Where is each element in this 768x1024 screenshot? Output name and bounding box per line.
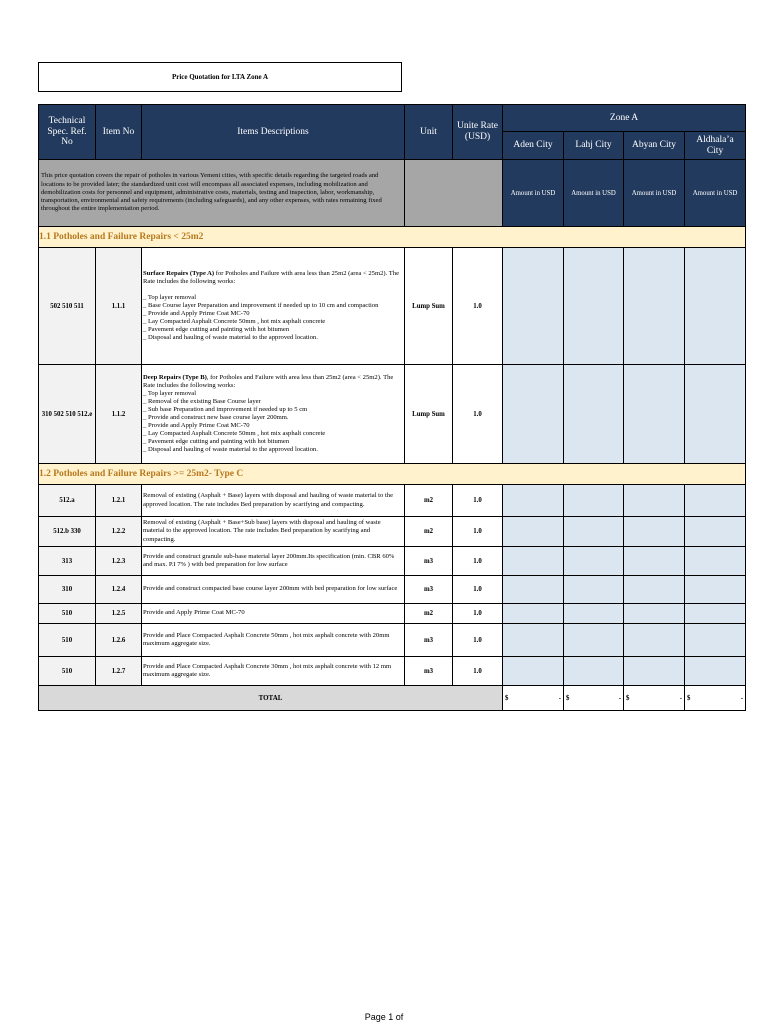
amount-cell [624, 624, 685, 657]
amount-cell [685, 604, 746, 624]
spec-ref: 510 [39, 604, 96, 624]
section-title: 1.2 Potholes and Failure Repairs >= 25m2- Type C [39, 464, 746, 485]
item-unit: m3 [405, 547, 453, 576]
amount-cell [564, 248, 624, 365]
header-description: Items Descriptions [142, 105, 405, 160]
section-title: 1.1 Potholes and Failure Repairs < 25m2 [39, 227, 746, 248]
item-no: 1.1.1 [96, 248, 142, 365]
table-row [39, 547, 746, 576]
item-unit: m3 [405, 576, 453, 604]
amount-cell [503, 248, 564, 365]
amount-cell [503, 624, 564, 657]
item-description: Provide and Apply Prime Coat MC-70 [142, 604, 405, 624]
item-unit: Lump Sum [405, 365, 453, 464]
item-work-line: _ Disposal and hauling of waste material to the approved location. [143, 446, 318, 454]
amount-cell [624, 576, 685, 604]
amount-cell [685, 365, 746, 464]
item-description: Removal of existing (Asphalt + Base+Sub base) layers with disposal and hauling of waste material to the approved location. The rate includes Bed preparation by scarifying and compacting. [142, 517, 405, 547]
amount-cell [503, 657, 564, 686]
table-row [39, 485, 746, 517]
table-row [39, 248, 746, 365]
item-work-line: _ Lay Compacted Asphalt Concrete 50mm , hot mix asphalt concrete [143, 318, 326, 326]
item-work-line: _ Top layer removal [143, 389, 197, 397]
total-amount-abyan: $ - [624, 686, 685, 711]
item-work-line: _ Provide and Apply Prime Coat MC-70 [143, 310, 250, 318]
amount-cell [685, 576, 746, 604]
item-unit: m2 [405, 604, 453, 624]
amount-cell [685, 517, 746, 547]
amount-cell [624, 485, 685, 517]
page-footer: Page 1 of [364, 1012, 404, 1022]
amount-cell [564, 576, 624, 604]
item-rate: 1.0 [453, 517, 503, 547]
amount-cell [503, 365, 564, 464]
total-label: TOTAL [39, 686, 503, 711]
spec-ref: 512.a [39, 485, 96, 517]
total-amount-aden: $ - [503, 686, 564, 711]
amount-cell [624, 657, 685, 686]
spec-ref: 313 [39, 547, 96, 576]
header-city-aldhala: Aldhala’a City [685, 132, 746, 160]
item-no: 1.2.5 [96, 604, 142, 624]
amount-cell [624, 517, 685, 547]
amount-cell [624, 547, 685, 576]
item-unit: m2 [405, 517, 453, 547]
item-work-line: _ Top layer removal [143, 293, 197, 301]
item-description: Provide and construct granule sub-base material layer 200mm.Its specification (min. CBR 60% and max. P.I 7% ) with bed preparation for low surface [142, 547, 405, 576]
item-work-line: _ Pavement edge cutting and painting with hot bitumen [143, 438, 290, 446]
header-unit: Unit [405, 105, 453, 160]
total-row [39, 686, 746, 711]
item-description [142, 248, 405, 365]
spec-ref: 502 510 511 [39, 248, 96, 365]
amount-cell [564, 604, 624, 624]
item-rate: 1.0 [453, 604, 503, 624]
item-unit: m2 [405, 485, 453, 517]
amount-cell [503, 604, 564, 624]
item-type-label: Surface Repairs (Type A) [143, 269, 215, 277]
item-description: Provide and Place Compacted Asphalt Concrete 30mm , hot mix asphalt concrete with 12 mm maximum aggregate size. [142, 657, 405, 686]
spec-ref: 510 [39, 657, 96, 686]
amount-cell [685, 657, 746, 686]
item-rate: 1.0 [453, 624, 503, 657]
amount-cell [685, 248, 746, 365]
header-city-lahj: Lahj City [564, 132, 624, 160]
item-rate: 1.0 [453, 485, 503, 517]
header-spec: Technical Spec. Ref. No [39, 105, 96, 160]
item-no: 1.2.7 [96, 657, 142, 686]
header-city-abyan: Abyan City [624, 132, 685, 160]
table-row [39, 657, 746, 686]
spec-ref: 310 [39, 576, 96, 604]
item-rate: 1.0 [453, 576, 503, 604]
item-rate: 1.0 [453, 248, 503, 365]
item-work-line: _ Pavement edge cutting and painting with hot bitumen [143, 326, 290, 334]
amount-cell [503, 576, 564, 604]
item-work-line: _ Lay Compacted Asphalt Concrete 50mm , hot mix asphalt concrete [143, 430, 326, 438]
item-type-label: Deep Repairs (Type B) [143, 373, 207, 381]
amount-cell [624, 604, 685, 624]
amount-cell [624, 365, 685, 464]
amount-label-abyan: Amount in USD [624, 160, 685, 227]
amount-cell [685, 624, 746, 657]
amount-cell [685, 485, 746, 517]
item-description: Provide and construct compacted base course layer 200mm with bed preparation for low surface [142, 576, 405, 604]
header-city-aden: Aden City [503, 132, 564, 160]
item-description: Removal of existing (Asphalt + Base) layers with disposal and hauling of waste material to the approved location. The rate includes Bed preparation by scarifying and compacting. [142, 485, 405, 517]
quotation-table [38, 104, 746, 711]
amount-cell [564, 624, 624, 657]
item-unit: m3 [405, 624, 453, 657]
amount-cell [564, 547, 624, 576]
item-work-line: _ Sub base Preparation and improvement if needed up to 5 cm [143, 405, 308, 413]
item-rate: 1.0 [453, 657, 503, 686]
amount-cell [685, 547, 746, 576]
amount-label-aden: Amount in USD [503, 160, 564, 227]
item-unit: m3 [405, 657, 453, 686]
item-no: 1.2.1 [96, 485, 142, 517]
table-row [39, 624, 746, 657]
spec-ref: 310 502 510 512.e [39, 365, 96, 464]
spec-ref: 510 [39, 624, 96, 657]
table-row [39, 604, 746, 624]
amount-cell [564, 365, 624, 464]
amount-cell [624, 248, 685, 365]
amount-label-lahj: Amount in USD [564, 160, 624, 227]
item-no: 1.2.4 [96, 576, 142, 604]
amount-cell [503, 517, 564, 547]
intro-text: This price quotation covers the repair of potholes in various Yemeni cities, with specific details regarding the targeted roads and locations to be provided later; the standardized unit cost will encompass all associated expenses, including mobilization and demobilization costs for personnel and equipment, administrative costs, materials, testing and inspection, labor, workmanship, transportation, environmental and safety requirements (including safeguards), and any other expenses, with rates remaining fixed throughout the entire implementation period. [39, 160, 405, 227]
header-item-no: Item No [96, 105, 142, 160]
item-lead-text: for Potholes and Failure with area less than 25m2 (area < 25m2). The Rate includes the following works: [143, 269, 400, 285]
total-amount-aldhala: $ - [685, 686, 746, 711]
item-work-line: _ Provide and construct new base course layer 200mm. [143, 414, 289, 421]
item-rate: 1.0 [453, 547, 503, 576]
amount-cell [503, 547, 564, 576]
item-no: 1.2.2 [96, 517, 142, 547]
item-no: 1.1.2 [96, 365, 142, 464]
total-amount-lahj: $ - [564, 686, 624, 711]
item-description: Provide and Place Compacted Asphalt Concrete 50mm , hot mix asphalt concrete with 20mm maximum aggregate size. [142, 624, 405, 657]
table-row [39, 576, 746, 604]
item-rate: 1.0 [453, 365, 503, 464]
spec-ref: 512.b 330 [39, 517, 96, 547]
item-no: 1.2.6 [96, 624, 142, 657]
table-row [39, 517, 746, 547]
amount-cell [564, 517, 624, 547]
item-work-line: _ Disposal and hauling of waste material to the approved location. [143, 334, 318, 342]
header-unit-rate: Unite Rate (USD) [453, 105, 503, 160]
amount-cell [564, 657, 624, 686]
table-row [39, 365, 746, 464]
item-description [142, 365, 405, 464]
item-unit: Lump Sum [405, 248, 453, 365]
item-lead-text: , for Potholes and Failure with area less than 25m2 (area < 25m2). The Rate includes the following works: [143, 373, 394, 389]
amount-label-aldhala: Amount in USD [685, 160, 746, 227]
header-zone: Zone A [503, 105, 746, 132]
quotation-title: Price Quotation for LTA Zone A [38, 62, 402, 92]
item-work-line: _ Base Course layer Preparation and improvement if needed up to 10 cm and compaction [143, 301, 379, 309]
amount-cell [503, 485, 564, 517]
item-no: 1.2.3 [96, 547, 142, 576]
intro-blank [405, 160, 503, 227]
item-work-line: _ Provide and Apply Prime Coat MC-70 [143, 422, 250, 430]
amount-cell [564, 485, 624, 517]
item-work-line: _ Removal of the existing Base Course layer [143, 397, 261, 405]
